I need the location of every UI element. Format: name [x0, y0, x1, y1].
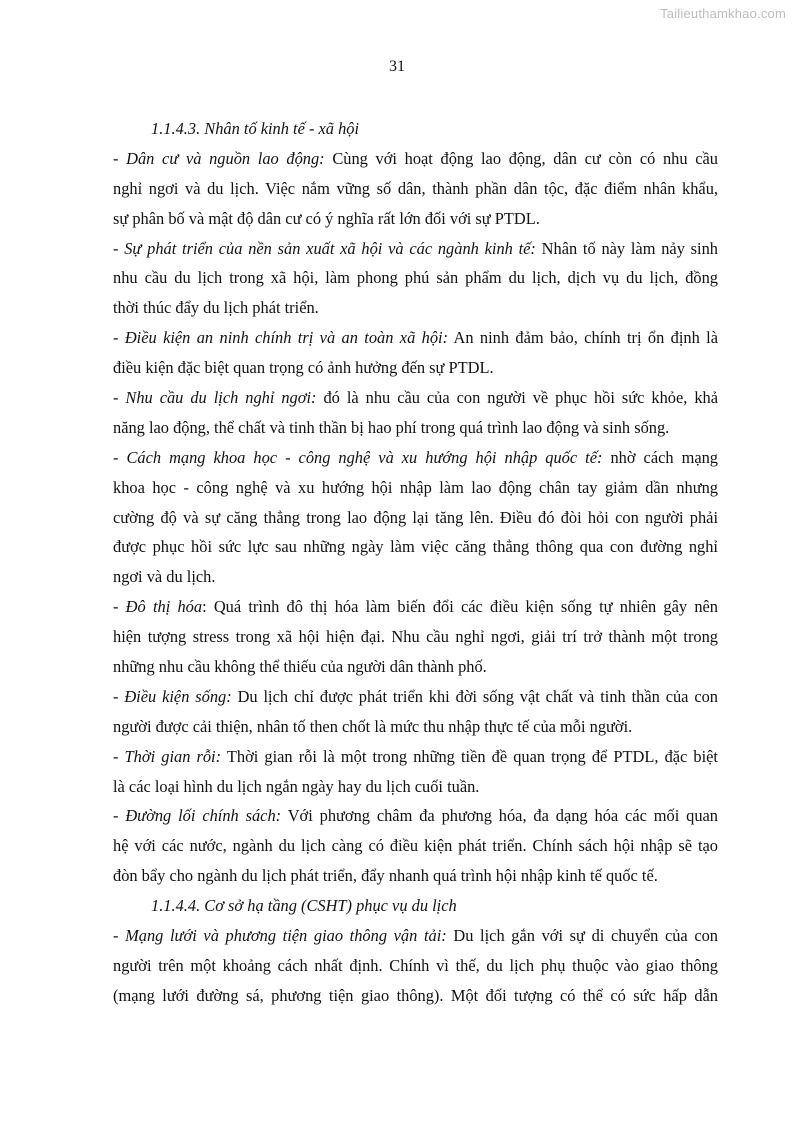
document-body	[113, 114, 718, 1011]
text-line	[113, 831, 718, 861]
line-text: cường độ và sự căng thẳng trong lao động lại tăng lên. Điều đó đòi hỏi con người phải	[113, 507, 718, 527]
text-line	[113, 323, 718, 353]
text-line	[113, 503, 718, 533]
text-line	[113, 532, 718, 562]
text-line	[113, 682, 718, 712]
paragraph-lead: - Dân cư và nguồn lao động:	[113, 148, 325, 168]
paragraph-lead: - Đường lối chính sách:	[113, 806, 282, 826]
text-line	[113, 712, 718, 742]
line-text: năng lao động, thể chất và tinh thần bị hao phí trong quá trình lao động và sinh sống.	[113, 417, 670, 437]
text-line	[113, 622, 718, 652]
paragraph-lead: - Sự phát triển của nền sản xuất xã hội và các ngành kinh tế:	[113, 238, 536, 258]
paragraph-lead: - Điều kiện an ninh chính trị và an toàn xã hội:	[113, 328, 449, 348]
text-line	[113, 234, 718, 264]
paragraph-lead: - Đô thị hóa	[113, 597, 203, 617]
line-text: hiện tượng stress trong xã hội hiện đại. Nhu cầu nghỉ ngơi, giải trí trở thành một trong	[113, 627, 718, 647]
line-text: người trên một khoảng cách nhất định. Chính vì thế, du lịch phụ thuộc vào giao thông	[113, 955, 718, 975]
line-text: sự phân bố và mật độ dân cư có ý nghĩa rất lớn đối với sự PTDL.	[113, 208, 540, 228]
text-line	[113, 413, 718, 443]
page-number: 31	[389, 58, 405, 75]
text-line	[113, 592, 718, 622]
text-line	[113, 204, 718, 234]
line-text: Nhân tố này làm nảy sinh	[535, 238, 718, 258]
line-text: đòn bẩy cho ngành du lịch phát triển, đẩy nhanh quá trình hội nhập kinh tế quốc tế.	[113, 866, 658, 886]
line-text: đó là nhu cầu của con người về phục hồi sức khỏe, khả	[316, 388, 718, 408]
line-text: thời thúc đẩy du lịch phát triển.	[113, 298, 319, 318]
line-text: những nhu cầu không thể thiếu của người dân thành phố.	[113, 657, 487, 677]
line-text: An ninh đảm bảo, chính trị ổn định là	[448, 328, 718, 348]
text-line	[113, 921, 718, 951]
line-text: Thời gian rỗi là một trong những tiền đề quan trọng để PTDL, đặc biệt	[221, 746, 718, 766]
text-line	[113, 951, 718, 981]
text-line	[113, 263, 718, 293]
paragraph-lead: - Thời gian rỗi:	[113, 746, 222, 766]
section-heading: 1.1.4.3. Nhân tố kinh tế - xã hội	[151, 119, 360, 138]
text-line	[113, 353, 718, 383]
text-line	[113, 742, 718, 772]
line-text: nghỉ ngơi và du lịch. Việc nắm vững số dân, thành phần dân tộc, đặc điểm nhân khẩu,	[113, 178, 718, 198]
text-line	[113, 861, 718, 891]
text-line	[113, 174, 718, 204]
line-text: khoa học - công nghệ và xu hướng hội nhập làm lao động chân tay giảm dần nhưng	[113, 477, 718, 497]
watermark: Tailieuthamkhao.com	[660, 6, 786, 21]
text-line	[113, 144, 718, 174]
line-text: điều kiện đặc biệt quan trọng có ảnh hưởng đến sự PTDL.	[113, 358, 494, 378]
paragraph-lead: - Cách mạng khoa học - công nghệ và xu hướng hội nhập quốc tế:	[113, 447, 603, 467]
text-line	[113, 383, 718, 413]
text-line	[113, 562, 718, 592]
line-text: : Quá trình đô thị hóa làm biến đổi các điều kiện sống tự nhiên gây nên	[202, 597, 718, 617]
line-text: hệ với các nước, ngành du lịch càng có điều kiện phát triển. Chính sách hội nhập sẽ tạo	[113, 836, 718, 856]
paragraph-lead: - Nhu cầu du lịch nghỉ ngơi:	[113, 388, 317, 408]
line-text: nhờ cách mạng	[602, 447, 718, 467]
line-text: nhu cầu du lịch trong xã hội, làm phong phú sản phẩm du lịch, dịch vụ du lịch, đồng	[113, 268, 718, 288]
line-text: Với phương châm đa phương hóa, đa dạng hóa các mối quan	[281, 806, 718, 826]
text-line	[113, 772, 718, 802]
text-line	[113, 801, 718, 831]
text-line	[113, 473, 718, 503]
line-text: được phục hồi sức lực sau những ngày làm việc căng thẳng thông qua con đường nghỉ	[113, 537, 718, 557]
paragraph-lead: - Mạng lưới và phương tiện giao thông vận tải:	[113, 926, 447, 946]
line-text: là các loại hình du lịch ngắn ngày hay du lịch cuối tuần.	[113, 776, 480, 796]
line-text: Du lịch chỉ được phát triển khi đời sống vật chất và tinh thần của con	[231, 686, 718, 706]
text-line	[113, 443, 718, 473]
text-line	[113, 981, 718, 1011]
section-heading: 1.1.4.4. Cơ sở hạ tầng (CSHT) phục vụ du lịch	[151, 896, 457, 916]
line-text: (mạng lưới đường sá, phương tiện giao thông). Một đối tượng có thể có sức hấp dẫn	[113, 985, 718, 1005]
line-text: ngơi và du lịch.	[113, 567, 216, 587]
text-line	[113, 652, 718, 682]
line-text: Cùng với hoạt động lao động, dân cư còn có nhu cầu	[324, 148, 718, 168]
line-text: người được cải thiện, nhân tố then chốt là mức thu nhập thực tế của mỗi người.	[113, 716, 633, 736]
text-line	[113, 293, 718, 323]
line-text: Du lịch gắn với sự di chuyển của con	[446, 926, 718, 946]
paragraph-lead: - Điều kiện sống:	[113, 686, 232, 706]
